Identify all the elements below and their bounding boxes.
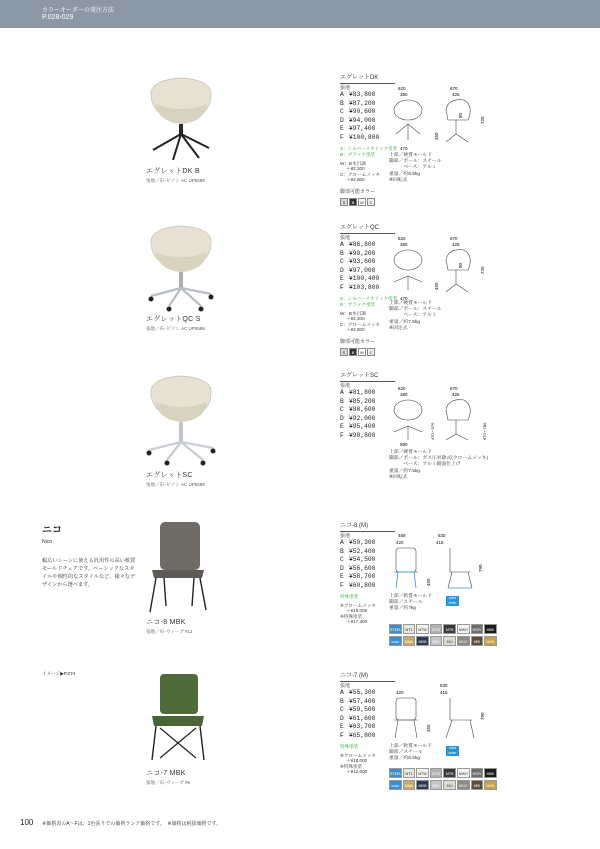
price: ¥103,800	[349, 283, 380, 291]
dim-label: 415	[436, 540, 444, 545]
leg-color-label: 脚部可能カラー	[340, 338, 376, 345]
price: ¥92,000	[349, 414, 376, 422]
dimension-drawing-qc	[390, 234, 500, 304]
product-title: エグレットSC	[340, 370, 395, 382]
price: ¥98,800	[349, 431, 376, 439]
spec-line: 上部／軟質モールド	[389, 744, 432, 749]
dim-label: 80	[458, 112, 463, 118]
option-line: ＋¥18,000	[346, 608, 368, 614]
spec-line: ※回転式	[389, 177, 408, 183]
dim-label: 425	[452, 392, 460, 397]
option-list	[340, 753, 376, 775]
finish-line: S：シルバーメタリック塗装	[340, 145, 398, 151]
grade: F	[340, 283, 344, 291]
grade: D	[340, 414, 344, 422]
option-line: ＋¥2,800	[346, 177, 365, 183]
dim-label: 450	[434, 282, 439, 290]
color-msl[interactable]: MSL	[430, 636, 443, 646]
grade: F	[340, 133, 344, 141]
image-reference-link[interactable]: イメージ▶P.074	[42, 671, 76, 676]
product-egret-qc	[340, 222, 395, 234]
color-mri[interactable]: MRI	[471, 636, 484, 646]
color-mli[interactable]: MLI	[443, 636, 456, 646]
price-list	[340, 389, 375, 441]
swatch-w[interactable]: W	[358, 198, 366, 206]
fabric-label: 張地	[340, 235, 351, 241]
spec-line: 上部／硬質モールド	[389, 450, 432, 455]
price: ¥85,200	[349, 397, 376, 405]
dim-label: 420	[396, 690, 404, 695]
grade: E	[340, 723, 344, 731]
grade: C	[340, 406, 344, 414]
price-row	[340, 423, 375, 432]
dim-label: 455	[426, 724, 431, 732]
price-list	[340, 241, 397, 293]
swatch-w[interactable]: W	[358, 348, 366, 356]
price-row	[340, 698, 376, 707]
option-line: ＋¥18,000	[346, 758, 368, 764]
price: ¥63,700	[349, 723, 376, 731]
caption-fabric: 張地／布･ウィーブ #6	[146, 780, 191, 785]
swatch-b[interactable]: B	[349, 348, 357, 356]
dim-label: 670	[450, 386, 458, 391]
price: ¥50,300	[349, 539, 376, 546]
fabric-label: 張地	[340, 383, 351, 389]
grade: D	[340, 266, 344, 274]
price: ¥58,700	[349, 573, 376, 581]
dim-label: 470～570	[430, 422, 435, 440]
grade: E	[340, 423, 344, 431]
price: ¥87,200	[349, 99, 376, 107]
header-page-ref[interactable]: P.028›029	[42, 14, 74, 21]
chair-image-egret-sc	[145, 372, 217, 468]
color-mli[interactable]: MLI	[443, 780, 456, 790]
spec-line: 脚部／ポール：ガス圧昇降式(クロームメッキ)	[389, 456, 489, 462]
dim-label: 470	[400, 296, 408, 301]
price: ¥61,600	[349, 714, 376, 722]
leg-swatches	[340, 348, 397, 356]
price-row	[340, 241, 397, 250]
caption-egret-qc	[146, 314, 205, 332]
dim-label: 620	[398, 236, 406, 241]
caption-name: ニコ-7 MBK	[146, 770, 186, 777]
price: ¥100,800	[349, 133, 380, 141]
option-line: ＋¥2,300	[346, 316, 365, 322]
caption-fabric: 張地／布･ビソン AC UP5589	[146, 482, 205, 487]
price-block	[340, 382, 375, 441]
price-row	[340, 406, 375, 415]
grade: B	[340, 397, 344, 405]
price-row	[340, 108, 397, 117]
product-title: ニコ-7 (M)	[340, 670, 395, 682]
grade: E	[340, 125, 344, 133]
color-options-row2	[389, 636, 497, 654]
dim-label: 80	[458, 262, 463, 268]
price: ¥83,800	[349, 91, 376, 98]
dim-label: 450	[434, 132, 439, 140]
fabric-label: 張地	[340, 683, 351, 689]
option-line: W：B木目調	[340, 310, 366, 316]
price-row	[340, 689, 376, 698]
price-row	[340, 415, 375, 424]
swatch-b[interactable]: B	[349, 198, 357, 206]
color-mdb[interactable]: MDB	[416, 636, 429, 646]
header-label: カラーオーダーの発注方法	[42, 8, 114, 14]
color-mtg[interactable]: MTG	[430, 768, 443, 778]
caption-egret-dk	[146, 166, 205, 184]
option-line: ＋¥12,000	[346, 769, 368, 775]
price: ¥81,800	[349, 389, 376, 396]
spec-line: 重量／約7.5kg	[389, 468, 420, 474]
price-row	[340, 284, 397, 293]
price: ¥52,400	[349, 547, 376, 555]
grade: F	[340, 731, 344, 739]
price: ¥97,000	[349, 266, 376, 274]
dimension-drawing-nico-8	[390, 532, 500, 590]
color-mna[interactable]: MNA	[403, 780, 416, 790]
dimension-drawing-sc	[390, 384, 500, 448]
price-row	[340, 134, 397, 143]
grade: A	[340, 689, 344, 696]
dimension-drawing-nico-7	[390, 682, 500, 742]
color-order-cell[interactable]: color order	[389, 780, 402, 790]
price: ¥94,000	[349, 116, 376, 124]
option-line: ＋¥17,300	[346, 619, 368, 625]
caption-name: ニコ-8 MBK	[146, 619, 186, 626]
grade: F	[340, 431, 344, 439]
grade: C	[340, 258, 344, 266]
grade: D	[340, 564, 344, 572]
page-number: 100	[20, 818, 34, 827]
color-options-row1	[389, 768, 497, 778]
price: ¥65,800	[349, 731, 376, 739]
grade: A	[340, 91, 344, 98]
spec-line: ※固定式	[389, 325, 408, 331]
spec-line: 重量／約8.5kg	[389, 171, 420, 177]
price: ¥54,500	[349, 556, 376, 564]
spec-list-qc	[389, 301, 441, 332]
grade: E	[340, 275, 344, 283]
color-mwh[interactable]: MWH	[457, 768, 470, 778]
color-mri[interactable]: MRI	[471, 780, 484, 790]
spec-line: ベース：アルミ鏡面仕上げ	[389, 462, 461, 468]
option-line: ※特殊塗装	[340, 763, 363, 769]
option-line: ※特殊塗装	[340, 613, 363, 619]
color-mgr[interactable]: MGR	[471, 768, 484, 778]
color-order-cell[interactable]: color order	[389, 636, 402, 646]
price-row	[340, 539, 376, 548]
color-mna[interactable]: MNA	[403, 636, 416, 646]
price: ¥57,400	[349, 697, 376, 705]
color-mbk[interactable]: MBK	[484, 624, 497, 634]
price-row	[340, 715, 376, 724]
dim-label: 450	[426, 578, 431, 586]
dim-label: 590	[400, 442, 408, 447]
price-block	[340, 84, 397, 206]
product-title: ニコ-8 (M)	[340, 520, 395, 532]
dim-label: 420	[396, 540, 404, 545]
color-mt1[interactable]: MT1	[403, 624, 416, 634]
price-block	[340, 532, 376, 625]
price-row	[340, 582, 376, 591]
leg-swatches	[340, 198, 397, 206]
option-line: W：B木目調	[340, 160, 366, 166]
color-mbk[interactable]: MBK	[484, 768, 497, 778]
price: ¥59,500	[349, 706, 376, 714]
finish-line: B：ブラック塗装	[340, 151, 376, 157]
color-mtw[interactable]: MTW	[416, 768, 429, 778]
price: ¥97,400	[349, 125, 376, 133]
grade: B	[340, 249, 344, 257]
grade: B	[340, 547, 344, 555]
grade: C	[340, 556, 344, 564]
price-row	[340, 723, 376, 732]
price: ¥90,200	[349, 249, 376, 257]
price: ¥55,300	[349, 689, 376, 696]
price-row	[340, 573, 376, 582]
spec-line: 脚部／ポール：スチール	[389, 159, 442, 165]
dimension-drawing-dk	[390, 84, 500, 154]
chair-image-nico-7	[142, 672, 214, 764]
price-row	[340, 91, 397, 100]
color-mt1[interactable]: MT1	[403, 768, 416, 778]
spec-line: 上部／硬質モールド	[389, 153, 432, 158]
spec-line: ※回転式	[389, 474, 408, 480]
price: ¥56,600	[349, 564, 376, 572]
dim-label: 530	[438, 533, 446, 538]
price-row	[340, 267, 397, 276]
grade: C	[340, 108, 344, 116]
price: ¥86,800	[349, 241, 376, 248]
caption-name: エグレットQC S	[146, 316, 201, 323]
grade: D	[340, 116, 344, 124]
dim-label: 670	[450, 86, 458, 91]
color-mtw[interactable]: MTW	[416, 624, 429, 634]
spec-line: 重量／約7kg	[389, 606, 416, 612]
dim-label: 425	[452, 242, 460, 247]
option-line: ※クロームメッキ	[340, 602, 377, 608]
price-row	[340, 258, 397, 267]
grade: A	[340, 241, 344, 248]
section-subtitle: Nico	[42, 539, 53, 545]
spec-line: 上部／硬質モールド	[389, 301, 432, 306]
spec-line: 脚部／スチール	[389, 600, 423, 606]
price-row	[340, 389, 375, 398]
swatch-c[interactable]: C	[367, 348, 375, 356]
option-line: C：クロームメッキ	[340, 171, 381, 177]
price-block	[340, 234, 397, 356]
dim-label: 468	[398, 533, 406, 538]
chair-image-egret-dk	[145, 74, 217, 164]
price-row	[340, 250, 397, 259]
spec-list-nico-7	[389, 744, 432, 763]
color-mob[interactable]: MOB	[484, 780, 497, 790]
dim-label: 530	[440, 683, 448, 688]
dim-label: 415	[440, 690, 448, 695]
color-mdb[interactable]: MDB	[416, 780, 429, 790]
fabric-label: 張地	[340, 533, 351, 539]
option-list	[340, 603, 376, 625]
grade: A	[340, 389, 344, 396]
swatch-c[interactable]: C	[367, 198, 375, 206]
dim-label: 720	[480, 116, 485, 124]
swatch-s[interactable]: S	[340, 198, 348, 206]
footnote: ※価格表のA～Fは、1色張りでの価格ランク価格です。 ※価格は税抜価格です。	[42, 821, 222, 827]
color-mtg[interactable]: MTG	[430, 624, 443, 634]
price-row	[340, 125, 397, 134]
color-steel[interactable]: STEEL	[389, 624, 402, 634]
caption-nico-7	[146, 768, 190, 786]
dim-label: 790	[478, 564, 483, 572]
price-row	[340, 275, 397, 284]
price-list	[340, 689, 376, 741]
dim-label: 470	[400, 146, 408, 151]
chair-image-nico-8	[142, 520, 214, 614]
color-mcg[interactable]: MCG	[457, 636, 470, 646]
color-mcg[interactable]: MCG	[457, 780, 470, 790]
spec-list-nico-8	[389, 594, 432, 613]
price-row	[340, 432, 375, 441]
color-msl[interactable]: MSL	[430, 780, 443, 790]
product-nico-8	[340, 520, 395, 532]
dim-label: 380	[400, 242, 408, 247]
price-list	[340, 91, 397, 143]
price-list	[340, 539, 376, 591]
option-line: ＋¥2,300	[346, 166, 365, 172]
price: ¥60,800	[349, 581, 376, 589]
finish-line: 特殊塗装	[340, 593, 359, 599]
color-mob[interactable]: MOB	[484, 636, 497, 646]
spec-line: ベース：アルミ	[389, 313, 437, 319]
product-egret-sc	[340, 370, 395, 382]
price-row	[340, 556, 376, 565]
price-row	[340, 100, 397, 109]
swatch-s[interactable]: S	[340, 348, 348, 356]
caption-nico-8	[146, 617, 193, 635]
price-row	[340, 398, 375, 407]
grade: B	[340, 99, 344, 107]
section-description: 幅広いシーンに使える汎用性の高い軟質モールドチェアです。ベーシックなスタイルや個性的なスタイルなど、様々なデザインから選べます。	[42, 558, 136, 588]
price-row	[340, 548, 376, 557]
fabric-label: 張地	[340, 85, 351, 91]
chair-image-egret-qc	[145, 222, 217, 314]
dim-label: 720	[480, 266, 485, 274]
grade: D	[340, 714, 344, 722]
finish-line: B：ブラック塗装	[340, 301, 376, 307]
color-steel[interactable]: STEEL	[389, 768, 402, 778]
price: ¥100,400	[349, 275, 380, 283]
price: ¥88,600	[349, 406, 376, 414]
dim-label: 670	[450, 236, 458, 241]
dim-label: 790	[480, 712, 485, 720]
leg-color-label: 脚部可能カラー	[340, 188, 376, 195]
spec-list-dk	[389, 153, 441, 184]
product-egret-dk	[340, 72, 395, 84]
dim-label: 425	[452, 92, 460, 97]
grade: F	[340, 581, 344, 589]
price-row	[340, 732, 376, 741]
spec-list-sc	[389, 450, 488, 481]
dim-label: 380	[400, 92, 408, 97]
option-line: ※クロームメッキ	[340, 752, 377, 758]
spec-line: 上部／軟質モールド	[389, 594, 432, 599]
page-header	[0, 0, 600, 28]
grade: A	[340, 539, 344, 546]
color-mtb[interactable]: MTB	[443, 624, 456, 634]
spec-line: ベース：アルミ	[389, 165, 437, 171]
grade: C	[340, 706, 344, 714]
color-order-badge[interactable]: color order	[446, 746, 459, 756]
color-options-row2	[389, 780, 497, 798]
color-mtb[interactable]: MTB	[443, 768, 456, 778]
price: ¥93,600	[349, 258, 376, 266]
option-line: C：クロームメッキ	[340, 321, 381, 327]
product-nico-7	[340, 670, 395, 682]
dim-label: 620	[398, 386, 406, 391]
nico-section	[42, 521, 137, 589]
color-mwh[interactable]: MWH	[457, 624, 470, 634]
finish-line: 特殊塗装	[340, 743, 359, 749]
caption-fabric: 張地／布･ウィーブ #12	[146, 629, 193, 634]
option-line: ＋¥2,800	[346, 327, 365, 333]
spec-line: 重量／約6.5kg	[389, 756, 420, 762]
grade: B	[340, 697, 344, 705]
price-row	[340, 706, 376, 715]
color-mgr[interactable]: MGR	[471, 624, 484, 634]
caption-egret-sc	[146, 470, 205, 488]
price-row	[340, 117, 397, 126]
grade: E	[340, 573, 344, 581]
caption-fabric: 張地／布･ビソン AC UP5589	[146, 326, 205, 331]
color-options-row1	[389, 624, 497, 634]
spec-line: 脚部／スチール	[389, 750, 423, 756]
dim-label: 380	[400, 392, 408, 397]
spec-line: 重量／約7.5kg	[389, 319, 420, 325]
color-order-badge[interactable]: color order	[446, 596, 459, 606]
caption-name: エグレットSC	[146, 472, 193, 479]
section-title: ニコ	[42, 525, 62, 536]
caption-fabric: 張地／布･ビソン AC UP5589	[146, 178, 205, 183]
dim-label: 620	[398, 86, 406, 91]
spec-line: 脚部／ポール：スチール	[389, 307, 442, 313]
dim-label: 670～780	[482, 422, 487, 440]
price-block	[340, 682, 376, 775]
product-title: エグレットDK	[340, 72, 395, 84]
product-title: エグレットQC	[340, 222, 395, 234]
finish-line: S：シルバーメタリック塗装	[340, 295, 398, 301]
caption-name: エグレットDK B	[146, 168, 200, 175]
price: ¥95,400	[349, 423, 376, 431]
price: ¥90,600	[349, 108, 376, 116]
price-row	[340, 565, 376, 574]
